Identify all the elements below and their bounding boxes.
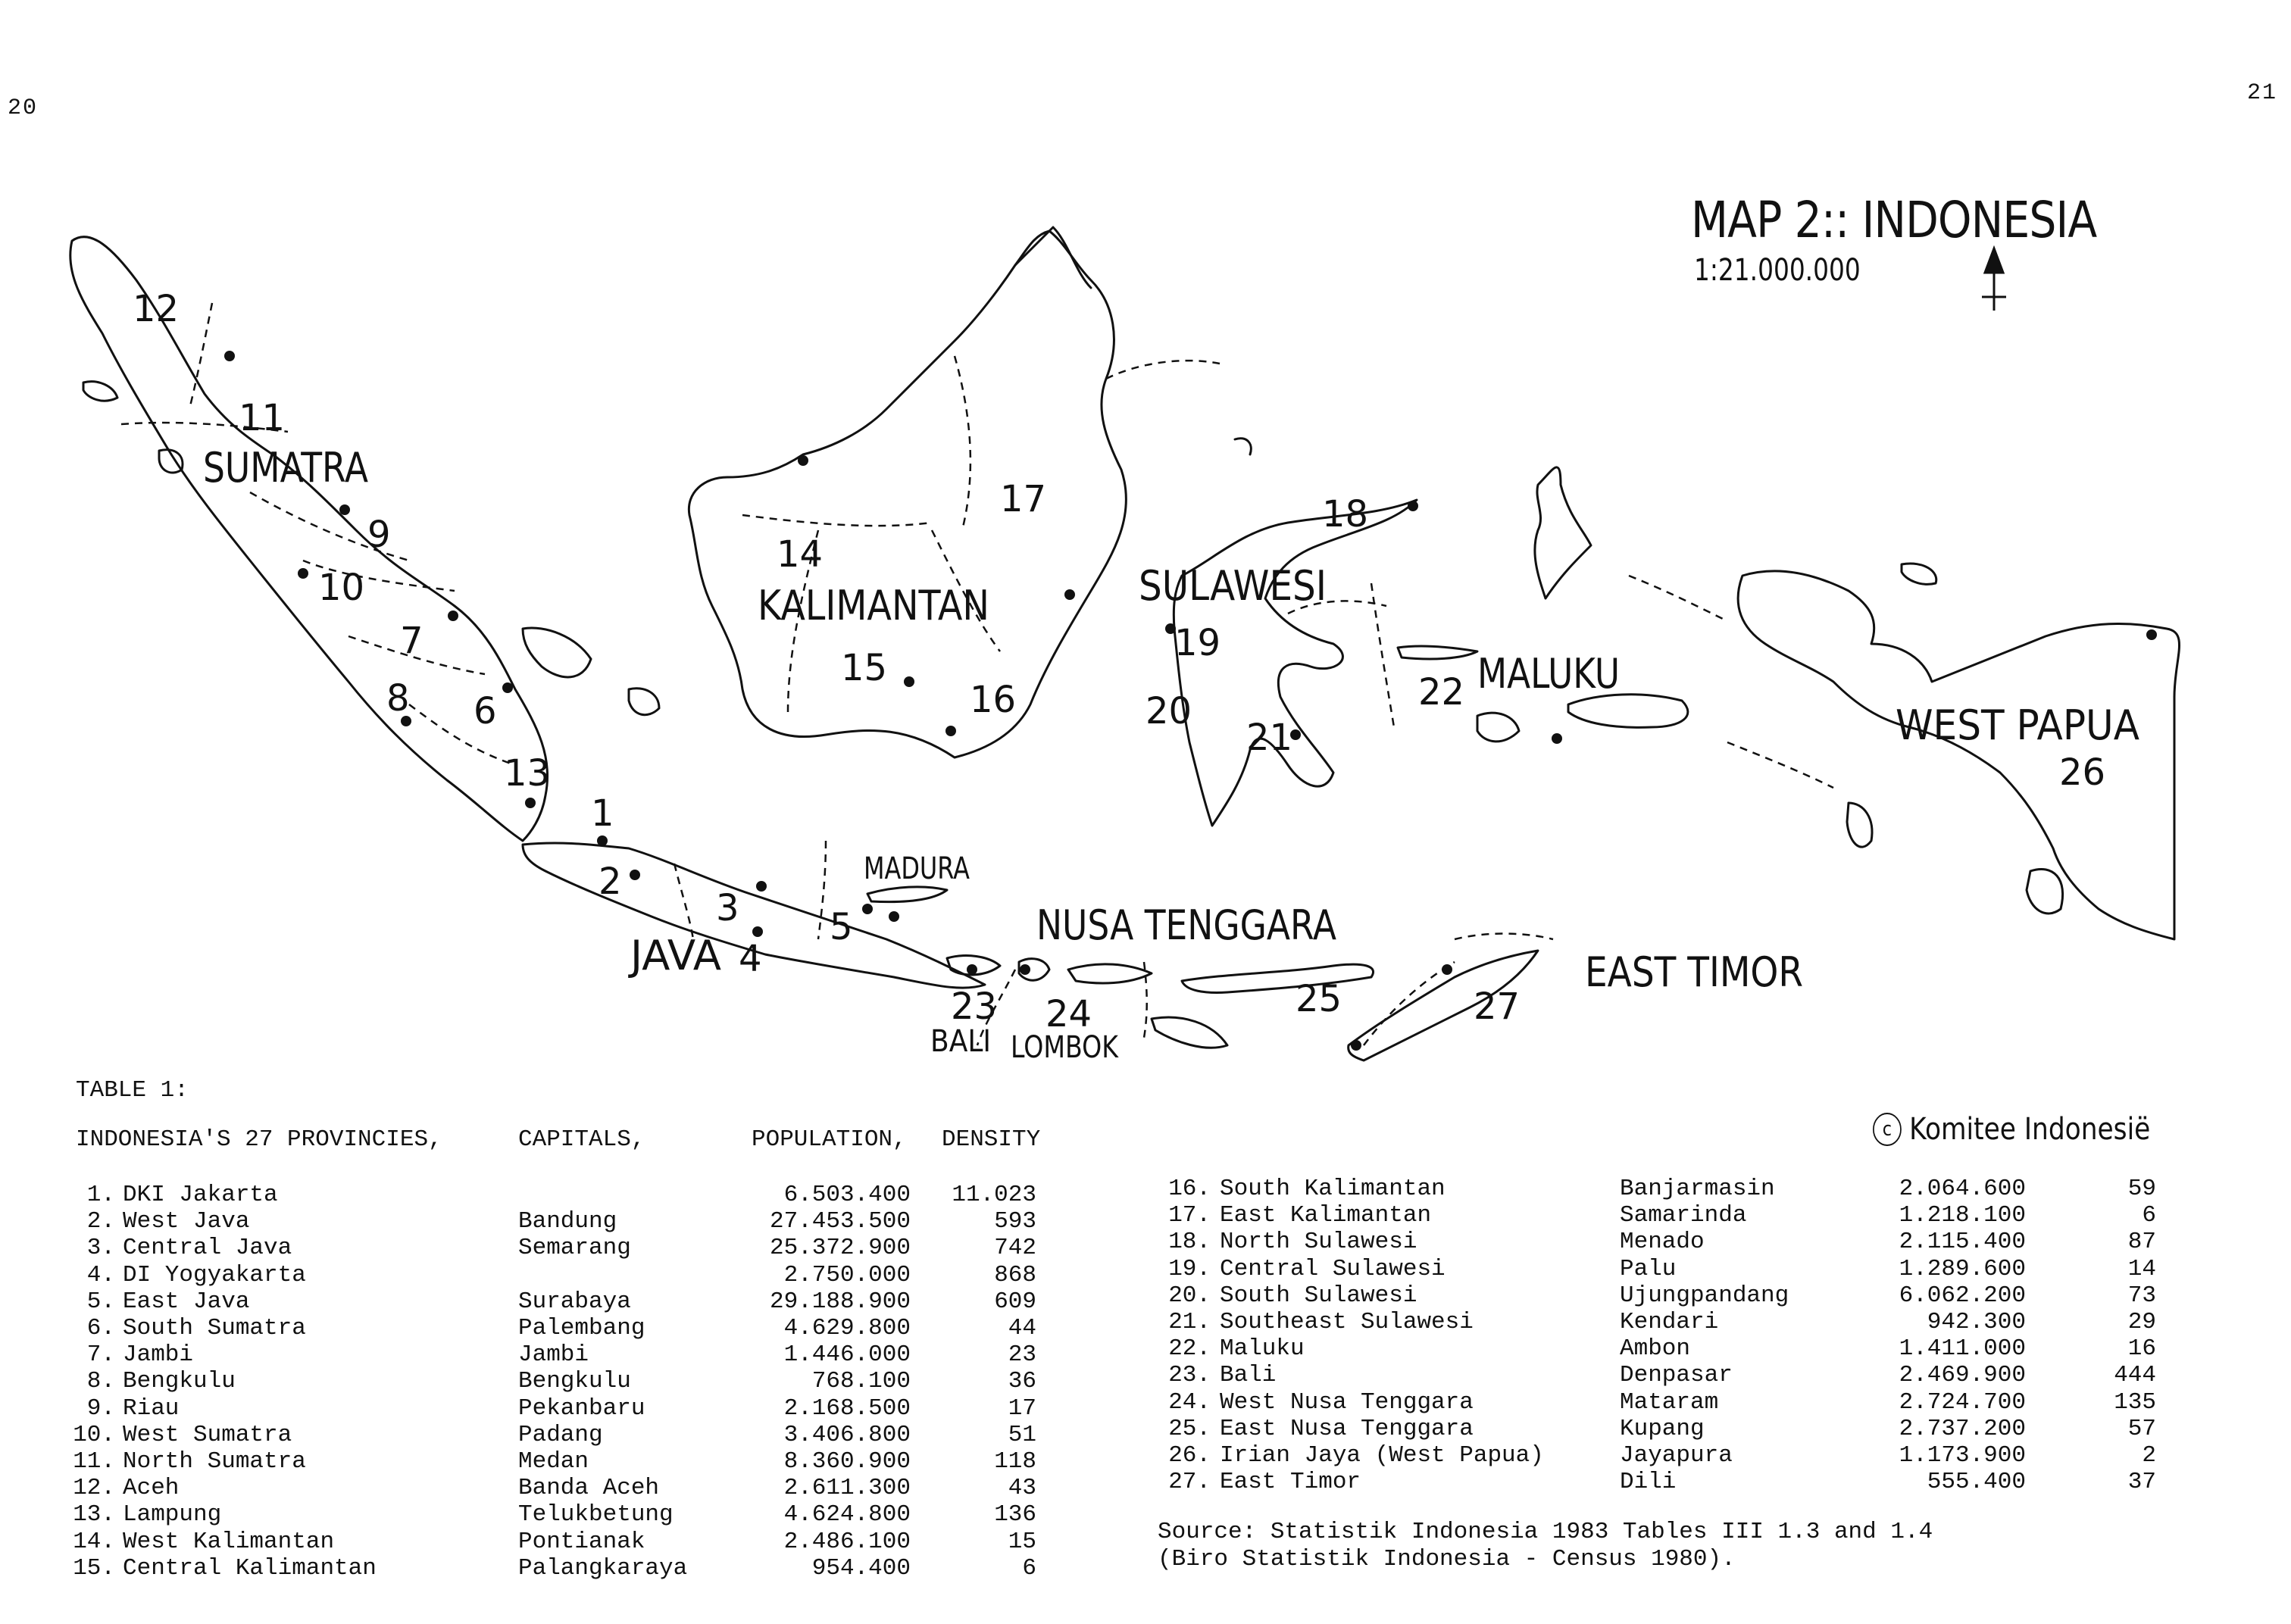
- row-density: 118: [994, 1448, 1036, 1475]
- row-number: 15.: [73, 1554, 115, 1582]
- row-number: 1.: [86, 1182, 115, 1208]
- label-nusa-tenggara: NUSA TENGGARA: [1036, 901, 1337, 949]
- row-population: 768.100: [811, 1368, 911, 1395]
- row-number: 21.: [1168, 1309, 1211, 1335]
- west-papua-outline: [1738, 571, 2179, 939]
- row-capital: Ujungpandang: [1620, 1282, 1789, 1309]
- row-province: South Sulawesi: [1220, 1282, 1417, 1309]
- label-madura: MADURA: [864, 851, 970, 886]
- row-capital: Banjarmasin: [1620, 1176, 1775, 1202]
- row-number: 20.: [1168, 1282, 1211, 1309]
- row-province: West Sumatra: [123, 1421, 292, 1448]
- row-number: 12.: [73, 1475, 115, 1502]
- row-province: East Kalimantan: [1220, 1202, 1432, 1229]
- row-capital: Telukbetung: [518, 1501, 674, 1529]
- north-arrow-icon: [1982, 248, 2006, 311]
- row-density: 87: [2127, 1229, 2156, 1256]
- row-number: 5.: [86, 1288, 115, 1315]
- row-province: DKI Jakarta: [123, 1182, 278, 1208]
- aru-outline: [1847, 803, 1872, 847]
- table-row: [0, 1442, 2291, 1469]
- row-capital: Medan: [518, 1448, 589, 1475]
- row-capital: Bandung: [518, 1208, 617, 1235]
- row-capital: Kupang: [1620, 1415, 1705, 1442]
- svg-text:17: 17: [1000, 478, 1047, 520]
- row-population: 954.400: [811, 1554, 911, 1582]
- svg-text:20: 20: [1146, 690, 1192, 732]
- label-bali: BALI: [930, 1024, 991, 1059]
- row-population: 4.629.800: [783, 1315, 911, 1341]
- row-province: East Java: [123, 1288, 250, 1315]
- yos-sudarso-outline: [2027, 869, 2063, 914]
- row-population: 2.168.500: [783, 1394, 911, 1422]
- header-density: DENSITY: [942, 1126, 1041, 1153]
- row-density: 135: [2114, 1388, 2156, 1416]
- label-east-timor: EAST TIMOR: [1585, 948, 1803, 996]
- row-density: 59: [2127, 1176, 2156, 1202]
- header-capitals: CAPITALS,: [518, 1126, 645, 1153]
- sabah-outline: [1015, 227, 1091, 288]
- row-number: 25.: [1168, 1415, 1211, 1442]
- row-population: 29.188.900: [769, 1288, 911, 1315]
- row-capital: Denpasar: [1620, 1362, 1733, 1389]
- row-density: 17: [1008, 1394, 1036, 1422]
- table-label: TABLE 1:: [76, 1077, 189, 1104]
- row-province: North Sulawesi: [1220, 1229, 1417, 1256]
- row-density: 593: [994, 1208, 1036, 1235]
- header-population: POPULATION,: [752, 1126, 907, 1153]
- map-scale: 1:21.000.000: [1694, 253, 1861, 288]
- row-density: 73: [2127, 1282, 2156, 1309]
- row-density: 15: [1008, 1528, 1036, 1555]
- table-row: [0, 1282, 2291, 1309]
- svg-text:24: 24: [1045, 993, 1092, 1035]
- copyright: [1873, 1112, 2150, 1147]
- source-line-1: Source: Statistik Indonesia 1983 Tables III 1.3 and 1.4: [1158, 1519, 1933, 1545]
- svg-text:27: 27: [1474, 985, 1521, 1028]
- row-density: 57: [2127, 1415, 2156, 1442]
- row-number: 10.: [73, 1421, 115, 1448]
- row-capital: Padang: [518, 1421, 603, 1448]
- sumba-outline: [1152, 1017, 1227, 1048]
- map-title: MAP 2:: INDONESIA: [1691, 191, 2097, 249]
- row-density: 16: [2127, 1335, 2156, 1363]
- table-row: [0, 1416, 2291, 1442]
- row-number: 16.: [1168, 1176, 1211, 1202]
- row-density: 44: [1008, 1315, 1036, 1341]
- row-province: Aceh: [123, 1475, 180, 1502]
- row-province: Central Java: [123, 1235, 292, 1262]
- svg-text:12: 12: [133, 288, 180, 330]
- simeulue-outline: [83, 382, 117, 401]
- svg-text:22: 22: [1418, 671, 1465, 714]
- svg-text:8: 8: [386, 677, 410, 720]
- row-population: 4.624.800: [783, 1501, 911, 1529]
- row-number: 22.: [1168, 1335, 1211, 1363]
- svg-text:5: 5: [830, 906, 853, 948]
- row-capital: Ambon: [1620, 1335, 1691, 1363]
- row-population: 1.411.000: [1899, 1335, 2026, 1363]
- row-capital: Bengkulu: [518, 1368, 631, 1395]
- label-west-papua: WEST PAPUA: [1896, 701, 2140, 749]
- row-province: North Sumatra: [123, 1448, 306, 1475]
- row-density: 37: [2127, 1469, 2156, 1496]
- row-capital: Jambi: [518, 1341, 589, 1369]
- svg-text:15: 15: [841, 647, 888, 689]
- flores-outline: [1182, 964, 1374, 992]
- row-capital: Banda Aceh: [518, 1475, 660, 1502]
- source-line-2: (Biro Statistik Indonesia - Census 1980).: [1158, 1546, 1736, 1572]
- row-province: Bengkulu: [123, 1368, 236, 1395]
- row-population: 1.218.100: [1899, 1202, 2026, 1229]
- row-number: 24.: [1168, 1388, 1211, 1416]
- label-sumatra: SUMATRA: [203, 444, 369, 492]
- svg-text:9: 9: [367, 514, 391, 556]
- label-java: JAVA: [627, 932, 722, 979]
- page-number-right: 21: [2247, 80, 2278, 106]
- row-number: 26.: [1168, 1442, 1211, 1469]
- row-density: 136: [994, 1501, 1036, 1529]
- label-sulawesi: SULAWESI: [1139, 562, 1327, 610]
- row-capital: Menado: [1620, 1229, 1705, 1256]
- row-number: 6.: [86, 1315, 115, 1341]
- row-population: 1.446.000: [783, 1341, 911, 1369]
- row-capital: Palu: [1620, 1255, 1677, 1282]
- svg-text:6: 6: [474, 690, 497, 732]
- row-number: 7.: [86, 1341, 115, 1369]
- row-number: 3.: [86, 1235, 115, 1262]
- svg-text:18: 18: [1322, 493, 1369, 536]
- svg-text:26: 26: [2059, 751, 2106, 794]
- maluku-south-outline: [1398, 646, 1477, 659]
- row-capital: Dili: [1620, 1469, 1677, 1496]
- row-density: 14: [2127, 1255, 2156, 1282]
- sumbawa-outline: [1068, 964, 1152, 983]
- row-province: DI Yogyakarta: [123, 1261, 306, 1288]
- row-population: 27.453.500: [769, 1208, 911, 1235]
- row-population: 2.064.600: [1899, 1176, 2026, 1202]
- row-population: 2.750.000: [783, 1261, 911, 1288]
- row-population: 2.115.400: [1899, 1229, 2026, 1256]
- row-province: East Nusa Tenggara: [1220, 1415, 1474, 1442]
- row-population: 1.173.900: [1899, 1442, 2026, 1469]
- svg-text:16: 16: [970, 679, 1017, 721]
- table-row: [0, 1529, 2291, 1555]
- row-number: 2.: [86, 1208, 115, 1235]
- row-province: Central Kalimantan: [123, 1554, 377, 1582]
- row-number: 27.: [1168, 1469, 1211, 1496]
- row-number: 4.: [86, 1261, 115, 1288]
- row-capital: Semarang: [518, 1235, 631, 1262]
- svg-text:14: 14: [777, 533, 824, 576]
- row-population: 2.611.300: [783, 1475, 911, 1502]
- row-population: 2.737.200: [1899, 1415, 2026, 1442]
- row-province: West Kalimantan: [123, 1528, 335, 1555]
- table-row: [0, 1256, 2291, 1282]
- row-province: South Sumatra: [123, 1315, 306, 1341]
- row-province: East Timor: [1220, 1469, 1361, 1496]
- halmahera-outline: [1535, 467, 1591, 598]
- table-row: [0, 1335, 2291, 1362]
- svg-text:25: 25: [1296, 978, 1342, 1020]
- table-row: [0, 1202, 2291, 1229]
- row-density: 29: [2127, 1309, 2156, 1335]
- buru-outline: [1477, 713, 1519, 742]
- svg-text:23: 23: [951, 985, 998, 1028]
- row-number: 18.: [1168, 1229, 1211, 1256]
- row-number: 19.: [1168, 1255, 1211, 1282]
- svg-text:7: 7: [400, 620, 424, 662]
- row-density: 868: [994, 1261, 1036, 1288]
- row-population: 1.289.600: [1899, 1255, 2026, 1282]
- label-lombok: LOMBOK: [1011, 1030, 1120, 1065]
- row-capital: Pontianak: [518, 1528, 645, 1555]
- table-row: [0, 1362, 2291, 1388]
- row-population: 942.300: [1927, 1309, 2026, 1335]
- seram-outline: [1568, 695, 1688, 728]
- svg-text:10: 10: [318, 567, 365, 609]
- row-capital: Palembang: [518, 1315, 645, 1341]
- row-number: 23.: [1168, 1362, 1211, 1389]
- row-province: West Java: [123, 1208, 250, 1235]
- svg-text:3: 3: [716, 887, 739, 929]
- label-kalimantan: KALIMANTAN: [758, 582, 989, 629]
- row-population: 25.372.900: [769, 1235, 911, 1262]
- svg-text:19: 19: [1174, 622, 1221, 664]
- row-province: South Kalimantan: [1220, 1176, 1446, 1202]
- bangka-outline: [523, 628, 591, 677]
- header-provinces: INDONESIA'S 27 PROVINCIES,: [76, 1126, 442, 1153]
- row-number: 11.: [73, 1448, 115, 1475]
- table-row: [0, 1389, 2291, 1416]
- madura-outline: [867, 887, 947, 902]
- belitung-outline: [629, 689, 659, 715]
- table-row: [0, 1555, 2291, 1582]
- biak-outline: [1902, 564, 1936, 584]
- row-population: 555.400: [1927, 1469, 2026, 1496]
- svg-text:4: 4: [739, 938, 762, 980]
- row-density: 609: [994, 1288, 1036, 1315]
- svg-text:2: 2: [599, 860, 622, 903]
- row-population: 6.503.400: [783, 1182, 911, 1208]
- row-capital: Samarinda: [1620, 1202, 1747, 1229]
- copyright-icon: c: [1873, 1113, 1902, 1146]
- svg-text:13: 13: [504, 752, 551, 795]
- row-density: 6: [1022, 1554, 1036, 1582]
- svg-text:1: 1: [591, 792, 614, 835]
- row-number: 8.: [86, 1368, 115, 1395]
- row-density: 6: [2142, 1202, 2156, 1229]
- row-capital: Jayapura: [1620, 1442, 1733, 1469]
- row-density: 36: [1008, 1368, 1036, 1395]
- row-capital: Kendari: [1620, 1309, 1719, 1335]
- row-population: 8.360.900: [783, 1448, 911, 1475]
- svg-text:11: 11: [239, 397, 286, 439]
- row-number: 13.: [73, 1501, 115, 1529]
- row-number: 14.: [73, 1528, 115, 1555]
- row-population: 2.724.700: [1899, 1388, 2026, 1416]
- row-population: 6.062.200: [1899, 1282, 2026, 1309]
- page-number-left: 20: [8, 95, 39, 121]
- row-province: West Nusa Tenggara: [1220, 1388, 1474, 1416]
- svg-text:21: 21: [1246, 717, 1293, 759]
- row-number: 17.: [1168, 1202, 1211, 1229]
- row-density: 11.023: [952, 1182, 1036, 1208]
- row-number: 9.: [86, 1394, 115, 1422]
- table-row: [0, 1309, 2291, 1335]
- table-row: [0, 1229, 2291, 1255]
- row-province: Maluku: [1220, 1335, 1305, 1363]
- row-province: Irian Jaya (West Papua): [1220, 1442, 1544, 1469]
- row-density: 43: [1008, 1475, 1036, 1502]
- row-capital: Pekanbaru: [518, 1394, 645, 1422]
- row-density: 742: [994, 1235, 1036, 1262]
- row-population: 2.486.100: [783, 1528, 911, 1555]
- row-density: 444: [2114, 1362, 2156, 1389]
- row-density: 2: [2142, 1442, 2156, 1469]
- row-capital: Palangkaraya: [518, 1554, 688, 1582]
- label-maluku: MALUKU: [1477, 650, 1620, 698]
- row-density: 23: [1008, 1341, 1036, 1369]
- row-province: Bali: [1220, 1362, 1277, 1389]
- row-province: Jambi: [123, 1341, 194, 1369]
- row-province: Southeast Sulawesi: [1220, 1309, 1474, 1335]
- row-province: Lampung: [123, 1501, 222, 1529]
- row-density: 51: [1008, 1421, 1036, 1448]
- row-capital: Mataram: [1620, 1388, 1719, 1416]
- sangihe-outline: [1235, 439, 1251, 454]
- row-capital: Surabaya: [518, 1288, 631, 1315]
- row-province: Central Sulawesi: [1220, 1255, 1446, 1282]
- row-population: 3.406.800: [783, 1421, 911, 1448]
- table-row: [0, 1176, 2291, 1202]
- table-row: [0, 1501, 2291, 1528]
- row-province: Riau: [123, 1394, 180, 1422]
- table-row: [0, 1469, 2291, 1495]
- copyright-text: Komitee Indonesië: [1909, 1112, 2151, 1147]
- row-population: 2.469.900: [1899, 1362, 2026, 1389]
